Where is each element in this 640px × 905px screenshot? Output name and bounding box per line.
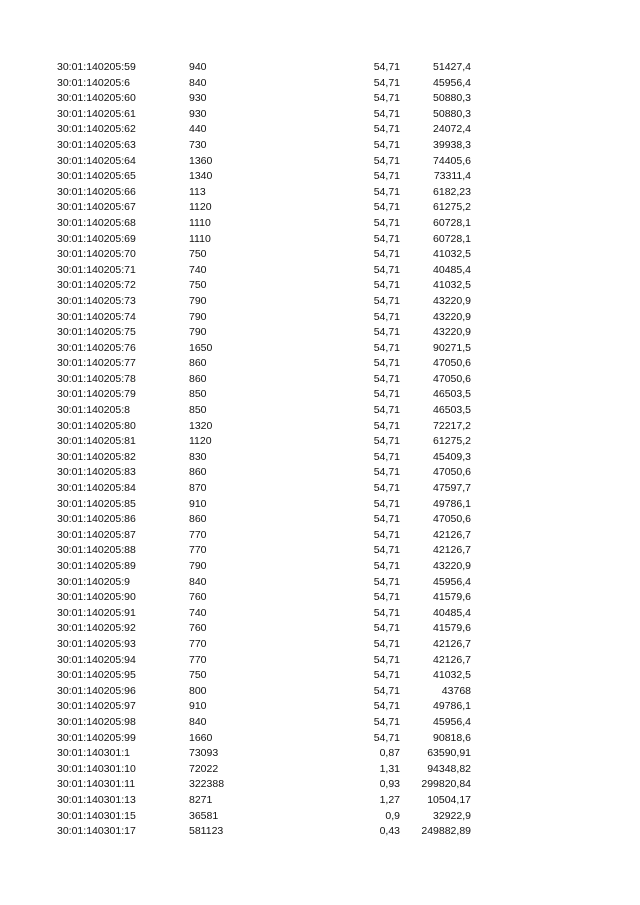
table-row xyxy=(0,481,640,497)
cell-amount: 94348,82 xyxy=(427,762,471,775)
cell-qty: 8271 xyxy=(189,793,213,806)
cell-amount: 60728,1 xyxy=(433,216,471,229)
cell-id: 30:01:140301:10 xyxy=(57,762,136,775)
table-row xyxy=(0,606,640,622)
cell-rate: 54,71 xyxy=(373,419,400,432)
cell-id: 30:01:140205:68 xyxy=(57,216,136,229)
cell-amount: 45956,4 xyxy=(433,715,471,728)
cell-amount: 47050,6 xyxy=(433,372,471,385)
cell-qty: 910 xyxy=(189,497,207,510)
cell-qty: 113 xyxy=(189,185,206,198)
table-row xyxy=(0,450,640,466)
cell-amount: 90818,6 xyxy=(433,731,471,744)
cell-id: 30:01:140205:75 xyxy=(57,326,136,339)
cell-id: 30:01:140205:9 xyxy=(57,575,130,588)
table-row xyxy=(0,122,640,138)
cell-rate: 0,43 xyxy=(379,825,400,838)
cell-rate: 54,71 xyxy=(373,450,400,463)
cell-id: 30:01:140205:72 xyxy=(57,279,136,292)
cell-amount: 45956,4 xyxy=(433,575,471,588)
cell-id: 30:01:140205:65 xyxy=(57,170,136,183)
cell-qty: 860 xyxy=(189,357,207,370)
table-row xyxy=(0,793,640,809)
cell-qty: 750 xyxy=(189,669,207,682)
cell-id: 30:01:140205:87 xyxy=(57,528,136,541)
cell-amount: 63590,91 xyxy=(427,747,471,760)
table-row xyxy=(0,762,640,778)
cell-amount: 299820,84 xyxy=(421,778,471,791)
cell-id: 30:01:140205:83 xyxy=(57,466,136,479)
cell-rate: 54,71 xyxy=(373,170,400,183)
cell-amount: 41579,6 xyxy=(433,622,471,635)
cell-id: 30:01:140205:6 xyxy=(57,76,130,89)
table-row xyxy=(0,107,640,123)
cell-rate: 54,71 xyxy=(373,669,400,682)
cell-qty: 581123 xyxy=(189,825,224,838)
table-row xyxy=(0,310,640,326)
cell-amount: 10504,17 xyxy=(427,793,471,806)
table-row xyxy=(0,668,640,684)
table-row xyxy=(0,777,640,793)
cell-qty: 840 xyxy=(189,575,207,588)
cell-id: 30:01:140205:94 xyxy=(57,653,136,666)
table-row xyxy=(0,434,640,450)
cell-id: 30:01:140301:17 xyxy=(57,825,136,838)
cell-amount: 47050,6 xyxy=(433,513,471,526)
cell-qty: 860 xyxy=(189,466,207,479)
cell-qty: 1120 xyxy=(189,201,212,214)
cell-amount: 24072,4 xyxy=(433,123,471,136)
table-row xyxy=(0,247,640,263)
cell-amount: 90271,5 xyxy=(433,341,471,354)
cell-qty: 1120 xyxy=(189,435,212,448)
cell-rate: 54,71 xyxy=(373,61,400,73)
table-row xyxy=(0,497,640,513)
cell-id: 30:01:140301:1 xyxy=(57,747,130,760)
cell-qty: 440 xyxy=(189,123,207,136)
cell-rate: 54,71 xyxy=(373,560,400,572)
cell-rate: 54,71 xyxy=(373,294,400,307)
table-row xyxy=(0,263,640,279)
cell-amount: 74405,6 xyxy=(433,154,471,167)
cell-rate: 54,71 xyxy=(373,76,400,89)
cell-amount: 43220,9 xyxy=(433,560,471,572)
cell-id: 30:01:140205:64 xyxy=(57,154,136,167)
cell-amount: 45409,3 xyxy=(433,450,471,463)
cell-rate: 54,71 xyxy=(373,715,400,728)
table-row xyxy=(0,465,640,481)
table-row xyxy=(0,637,640,653)
cell-qty: 72022 xyxy=(189,762,219,775)
cell-qty: 770 xyxy=(189,653,207,666)
cell-qty: 930 xyxy=(189,92,207,105)
cell-id: 30:01:140205:74 xyxy=(57,310,136,323)
cell-id: 30:01:140205:69 xyxy=(57,232,136,245)
cell-amount: 50880,3 xyxy=(433,107,471,120)
cell-qty: 860 xyxy=(189,372,207,385)
cell-rate: 54,71 xyxy=(373,482,400,495)
cell-id: 30:01:140205:77 xyxy=(57,357,136,370)
cell-id: 30:01:140205:95 xyxy=(57,669,136,682)
cell-rate: 54,71 xyxy=(373,92,400,105)
cell-amount: 49786,1 xyxy=(433,497,471,510)
cell-id: 30:01:140205:82 xyxy=(57,450,136,463)
cell-amount: 43768 xyxy=(441,684,471,697)
table-row xyxy=(0,746,640,762)
cell-id: 30:01:140205:81 xyxy=(57,435,136,448)
cell-id: 30:01:140205:92 xyxy=(57,622,136,635)
cell-amount: 42126,7 xyxy=(433,653,471,666)
table-row xyxy=(0,278,640,294)
cell-qty: 1660 xyxy=(189,731,213,744)
cell-amount: 42126,7 xyxy=(433,528,471,541)
cell-rate: 54,71 xyxy=(373,700,400,713)
table-row xyxy=(0,341,640,357)
cell-qty: 73093 xyxy=(189,747,219,760)
cell-amount: 47050,6 xyxy=(433,357,471,370)
cell-id: 30:01:140205:70 xyxy=(57,248,136,261)
cell-id: 30:01:140205:62 xyxy=(57,123,136,136)
cell-qty: 770 xyxy=(189,544,207,557)
cell-qty: 790 xyxy=(189,310,207,323)
table-row xyxy=(0,809,640,825)
cell-qty: 790 xyxy=(189,326,207,339)
cell-qty: 740 xyxy=(189,606,207,619)
cell-id: 30:01:140205:97 xyxy=(57,700,136,713)
cell-qty: 740 xyxy=(189,263,207,276)
cell-rate: 54,71 xyxy=(373,388,400,401)
cell-rate: 54,71 xyxy=(373,466,400,479)
cell-qty: 36581 xyxy=(189,809,219,822)
cell-id: 30:01:140205:84 xyxy=(57,482,136,495)
cell-amount: 47050,6 xyxy=(433,466,471,479)
cell-rate: 54,71 xyxy=(373,138,400,151)
cell-amount: 39938,3 xyxy=(433,138,471,151)
cell-amount: 73311,4 xyxy=(433,170,471,183)
cell-qty: 940 xyxy=(189,61,207,73)
cell-rate: 54,71 xyxy=(373,528,400,541)
cell-amount: 61275,2 xyxy=(433,201,471,214)
cell-id: 30:01:140205:85 xyxy=(57,497,136,510)
cell-id: 30:01:140205:96 xyxy=(57,684,136,697)
data-table xyxy=(0,60,640,840)
cell-amount: 32922,9 xyxy=(433,809,471,822)
cell-rate: 54,71 xyxy=(373,591,400,604)
cell-id: 30:01:140205:61 xyxy=(57,107,136,120)
cell-rate: 54,71 xyxy=(373,497,400,510)
cell-id: 30:01:140301:15 xyxy=(57,809,136,822)
table-row xyxy=(0,387,640,403)
cell-rate: 54,71 xyxy=(373,123,400,136)
cell-rate: 54,71 xyxy=(373,731,400,744)
cell-qty: 1320 xyxy=(189,419,213,432)
cell-id: 30:01:140205:80 xyxy=(57,419,136,432)
cell-amount: 72217,2 xyxy=(433,419,471,432)
table-row xyxy=(0,575,640,591)
cell-amount: 49786,1 xyxy=(433,700,471,713)
cell-rate: 54,71 xyxy=(373,216,400,229)
cell-rate: 54,71 xyxy=(373,404,400,417)
cell-qty: 790 xyxy=(189,294,207,307)
cell-amount: 41032,5 xyxy=(433,279,471,292)
cell-id: 30:01:140205:98 xyxy=(57,715,136,728)
cell-amount: 47597,7 xyxy=(433,482,471,495)
table-row xyxy=(0,419,640,435)
cell-amount: 51427,4 xyxy=(433,61,471,73)
cell-qty: 1360 xyxy=(189,154,213,167)
table-row xyxy=(0,325,640,341)
cell-rate: 54,71 xyxy=(373,326,400,339)
cell-amount: 42126,7 xyxy=(433,637,471,650)
cell-rate: 0,9 xyxy=(385,809,400,822)
cell-rate: 54,71 xyxy=(373,372,400,385)
cell-amount: 43220,9 xyxy=(433,310,471,323)
table-row xyxy=(0,684,640,700)
cell-rate: 54,71 xyxy=(373,201,400,214)
cell-amount: 46503,5 xyxy=(433,404,471,417)
table-row xyxy=(0,60,640,76)
table-row xyxy=(0,216,640,232)
cell-id: 30:01:140205:8 xyxy=(57,404,130,417)
cell-qty: 760 xyxy=(189,591,207,604)
cell-id: 30:01:140205:78 xyxy=(57,372,136,385)
cell-id: 30:01:140205:73 xyxy=(57,294,136,307)
cell-rate: 1,27 xyxy=(379,793,400,806)
cell-amount: 61275,2 xyxy=(433,435,471,448)
table-row xyxy=(0,653,640,669)
cell-qty: 730 xyxy=(189,138,207,151)
cell-rate: 54,71 xyxy=(373,248,400,261)
table-row xyxy=(0,528,640,544)
cell-amount: 40485,4 xyxy=(433,606,471,619)
table-row xyxy=(0,824,640,840)
cell-id: 30:01:140205:79 xyxy=(57,388,136,401)
table-row xyxy=(0,169,640,185)
cell-rate: 54,71 xyxy=(373,263,400,276)
cell-qty: 1110 xyxy=(189,232,211,245)
cell-qty: 750 xyxy=(189,279,207,292)
cell-amount: 249882,89 xyxy=(421,825,471,838)
table-row xyxy=(0,200,640,216)
cell-id: 30:01:140205:71 xyxy=(57,263,136,276)
table-row xyxy=(0,154,640,170)
cell-rate: 54,71 xyxy=(373,684,400,697)
cell-rate: 54,71 xyxy=(373,435,400,448)
cell-rate: 54,71 xyxy=(373,575,400,588)
cell-id: 30:01:140205:86 xyxy=(57,513,136,526)
cell-qty: 850 xyxy=(189,404,207,417)
cell-amount: 45956,4 xyxy=(433,76,471,89)
table-row xyxy=(0,512,640,528)
cell-id: 30:01:140205:93 xyxy=(57,637,136,650)
cell-id: 30:01:140205:89 xyxy=(57,560,136,572)
cell-qty: 840 xyxy=(189,715,207,728)
cell-rate: 54,71 xyxy=(373,341,400,354)
table-row xyxy=(0,91,640,107)
cell-amount: 40485,4 xyxy=(433,263,471,276)
cell-rate: 54,71 xyxy=(373,637,400,650)
table-row xyxy=(0,232,640,248)
table-row xyxy=(0,76,640,92)
cell-qty: 1110 xyxy=(189,216,211,229)
table-row xyxy=(0,621,640,637)
cell-rate: 0,93 xyxy=(379,778,400,791)
cell-qty: 750 xyxy=(189,248,207,261)
cell-id: 30:01:140205:76 xyxy=(57,341,136,354)
cell-rate: 54,71 xyxy=(373,513,400,526)
cell-qty: 860 xyxy=(189,513,207,526)
cell-id: 30:01:140205:60 xyxy=(57,92,136,105)
cell-qty: 870 xyxy=(189,482,207,495)
cell-id: 30:01:140205:99 xyxy=(57,731,136,744)
table-row xyxy=(0,590,640,606)
cell-amount: 43220,9 xyxy=(433,294,471,307)
cell-id: 30:01:140205:66 xyxy=(57,185,136,198)
cell-qty: 850 xyxy=(189,388,207,401)
cell-amount: 42126,7 xyxy=(433,544,471,557)
cell-qty: 830 xyxy=(189,450,207,463)
cell-amount: 6182,23 xyxy=(433,185,471,198)
table-row xyxy=(0,543,640,559)
cell-id: 30:01:140205:63 xyxy=(57,138,136,151)
cell-id: 30:01:140205:90 xyxy=(57,591,136,604)
cell-rate: 0,87 xyxy=(379,747,400,760)
cell-amount: 43220,9 xyxy=(433,326,471,339)
cell-rate: 1,31 xyxy=(379,762,400,775)
cell-qty: 930 xyxy=(189,107,207,120)
cell-rate: 54,71 xyxy=(373,310,400,323)
cell-amount: 50880,3 xyxy=(433,92,471,105)
table-row xyxy=(0,185,640,201)
cell-id: 30:01:140205:88 xyxy=(57,544,136,557)
table-row xyxy=(0,294,640,310)
cell-rate: 54,71 xyxy=(373,279,400,292)
cell-id: 30:01:140205:59 xyxy=(57,61,136,73)
cell-qty: 770 xyxy=(189,528,207,541)
table-row xyxy=(0,356,640,372)
cell-rate: 54,71 xyxy=(373,107,400,120)
cell-rate: 54,71 xyxy=(373,606,400,619)
cell-qty: 910 xyxy=(189,700,207,713)
cell-rate: 54,71 xyxy=(373,653,400,666)
cell-amount: 41579,6 xyxy=(433,591,471,604)
cell-qty: 1650 xyxy=(189,341,213,354)
table-row xyxy=(0,372,640,388)
cell-rate: 54,71 xyxy=(373,232,400,245)
cell-id: 30:01:140301:11 xyxy=(57,778,136,791)
cell-rate: 54,71 xyxy=(373,185,400,198)
cell-amount: 60728,1 xyxy=(433,232,471,245)
table-row xyxy=(0,715,640,731)
cell-qty: 840 xyxy=(189,76,207,89)
cell-qty: 322388 xyxy=(189,778,225,791)
table-row xyxy=(0,731,640,747)
cell-amount: 41032,5 xyxy=(433,248,471,261)
cell-qty: 770 xyxy=(189,637,207,650)
cell-qty: 800 xyxy=(189,684,207,697)
cell-amount: 41032,5 xyxy=(433,669,471,682)
table-row xyxy=(0,138,640,154)
table-row xyxy=(0,559,640,575)
table-row xyxy=(0,699,640,715)
cell-rate: 54,71 xyxy=(373,544,400,557)
cell-rate: 54,71 xyxy=(373,154,400,167)
cell-id: 30:01:140301:13 xyxy=(57,793,136,806)
cell-qty: 760 xyxy=(189,622,207,635)
cell-amount: 46503,5 xyxy=(433,388,471,401)
cell-rate: 54,71 xyxy=(373,357,400,370)
cell-qty: 1340 xyxy=(189,170,213,183)
cell-qty: 790 xyxy=(189,560,207,572)
cell-rate: 54,71 xyxy=(373,622,400,635)
table-row xyxy=(0,403,640,419)
cell-id: 30:01:140205:67 xyxy=(57,201,136,214)
cell-id: 30:01:140205:91 xyxy=(57,606,136,619)
